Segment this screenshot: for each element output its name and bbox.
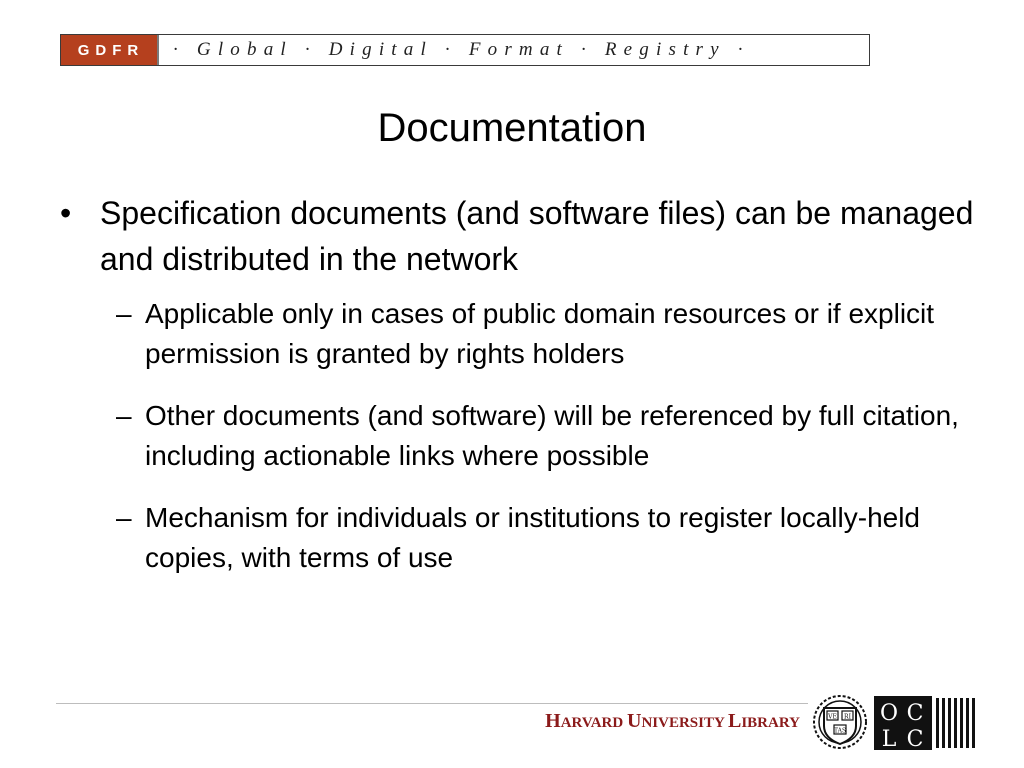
bullet-level-2: [116, 396, 980, 476]
footer-divider: [56, 703, 808, 704]
harvard-seal-logo: [812, 694, 868, 750]
bullet-marker: •: [60, 195, 72, 231]
svg-text:RI: RI: [844, 713, 851, 721]
banner-tagline: · Global · Digital · Format · Registry ·: [173, 39, 750, 60]
sub-bullet-text: Mechanism for individuals or institutions to register locally-held copies, with terms of use: [145, 502, 921, 573]
gdfr-banner: [60, 34, 870, 66]
gdfr-badge: GDFR: [61, 35, 157, 65]
oclc-logo: [874, 696, 978, 750]
org-word-rest: IBRARY: [741, 715, 800, 731]
bullet-level-2: [116, 498, 980, 578]
svg-text:O: O: [879, 701, 899, 726]
slide-title: Documentation: [377, 106, 647, 150]
org-initial: U: [626, 710, 642, 732]
svg-text:C: C: [906, 727, 924, 750]
org-word-rest: ARVARD: [560, 715, 627, 731]
svg-text:TAS: TAS: [833, 727, 847, 735]
harvard-university-library-label: [545, 706, 800, 738]
org-initial: L: [728, 710, 742, 732]
bullet-text: Specification documents (and software files) can be managed and distributed in the network: [100, 195, 974, 277]
sub-bullet-text: Applicable only in cases of public domain resources or if explicit permission is granted by rights holders: [145, 298, 935, 369]
bullet-level-1: [60, 190, 980, 282]
dash-marker: –: [116, 298, 132, 329]
dash-marker: –: [116, 502, 132, 533]
dash-marker: –: [116, 400, 132, 431]
org-word-rest: NIVERSITY: [641, 715, 728, 731]
svg-text:C: C: [906, 701, 924, 726]
org-initial: H: [545, 710, 561, 732]
svg-text:L: L: [881, 727, 897, 750]
bullet-level-2: [116, 294, 980, 374]
svg-text:VE: VE: [828, 713, 837, 721]
sub-bullet-text: Other documents (and software) will be referenced by full citation, including actionable links where possible: [145, 400, 959, 471]
slide-body: [60, 190, 980, 600]
